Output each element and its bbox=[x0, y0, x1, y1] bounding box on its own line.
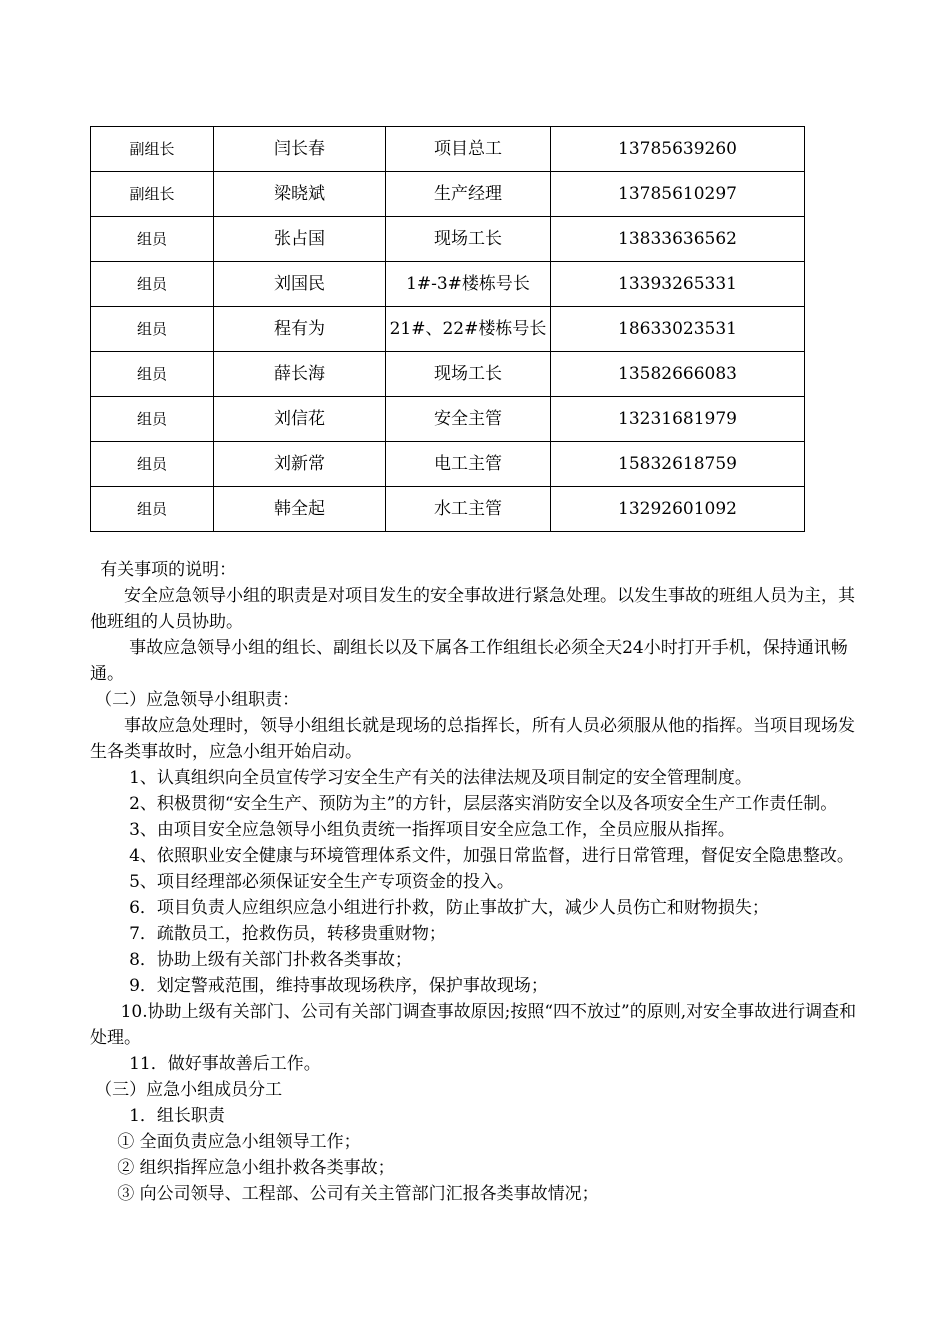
list-item: 3、由项目安全应急领导小组负责统一指挥项目安全应急工作，全员应服从指挥。 bbox=[129, 820, 735, 840]
role-cell: 组员 bbox=[91, 307, 214, 352]
position-cell: 1#-3#楼栋号长 bbox=[386, 262, 551, 307]
phone-cell: 13292601092 bbox=[551, 487, 805, 532]
phone-cell: 13393265331 bbox=[551, 262, 805, 307]
position-cell: 现场工长 bbox=[386, 217, 551, 262]
role-cell: 组员 bbox=[91, 442, 214, 487]
list-item: 2、积极贯彻“安全生产、预防为主”的方针，层层落实消防安全以及各项安全生产工作责任制。 bbox=[129, 794, 838, 814]
section-heading: （二）应急领导小组职责： bbox=[95, 690, 300, 710]
list-item: 7．疏散员工，抢救伤员，转移贵重财物； bbox=[129, 924, 446, 944]
role-cell: 副组长 bbox=[91, 127, 214, 172]
phone-cell: 15832618759 bbox=[551, 442, 805, 487]
position-cell: 电工主管 bbox=[386, 442, 551, 487]
list-item: ③ 向公司领导、工程部、公司有关主管部门汇报各类事故情况； bbox=[117, 1184, 599, 1204]
role-cell: 组员 bbox=[91, 487, 214, 532]
table-row bbox=[91, 217, 805, 262]
list-item: 11．做好事故善后工作。 bbox=[129, 1054, 321, 1074]
paragraph: 事故应急处理时，领导小组组长就是现场的总指挥长，所有人员必须服从他的指挥。当项目现场发生各类事故时，应急小组开始启动。 bbox=[90, 716, 855, 762]
position-cell: 21#、22#楼栋号长 bbox=[386, 307, 551, 352]
position-cell: 现场工长 bbox=[386, 352, 551, 397]
phone-cell: 13582666083 bbox=[551, 352, 805, 397]
list-item: 4、依照职业安全健康与环境管理体系文件，加强日常监督，进行日常管理，督促安全隐患整改。 bbox=[129, 846, 854, 866]
paragraph: 安全应急领导小组的职责是对项目发生的安全事故进行紧急处理。以发生事故的班组人员为主，其他班组的人员协助。 bbox=[90, 586, 855, 632]
list-item: 10.协助上级有关部门、公司有关部门调查事故原因;按照“四不放过”的原则,对安全事故进行调查和处理。 bbox=[90, 1002, 857, 1048]
role-cell: 组员 bbox=[91, 352, 214, 397]
role-cell: 副组长 bbox=[91, 172, 214, 217]
table-row bbox=[91, 262, 805, 307]
name-cell: 刘国民 bbox=[214, 262, 386, 307]
phone-cell: 18633023531 bbox=[551, 307, 805, 352]
position-cell: 生产经理 bbox=[386, 172, 551, 217]
name-cell: 闫长春 bbox=[214, 127, 386, 172]
notes-heading: 有关事项的说明： bbox=[100, 560, 237, 580]
name-cell: 刘信花 bbox=[214, 397, 386, 442]
section-heading: （三）应急小组成员分工 bbox=[95, 1080, 283, 1100]
list-item: 8．协助上级有关部门扑救各类事故； bbox=[129, 950, 412, 970]
table-row bbox=[91, 352, 805, 397]
role-cell: 组员 bbox=[91, 262, 214, 307]
table-row bbox=[91, 172, 805, 217]
paragraph: 事故应急领导小组的组长、副组长以及下属各工作组组长必须全天24小时打开手机，保持通讯畅通。 bbox=[90, 638, 848, 684]
table-row bbox=[91, 307, 805, 352]
position-cell: 水工主管 bbox=[386, 487, 551, 532]
list-item: 6．项目负责人应组织应急小组进行扑救，防止事故扩大，减少人员伤亡和财物损失； bbox=[129, 898, 769, 918]
list-item: ① 全面负责应急小组领导工作； bbox=[117, 1132, 361, 1152]
name-cell: 韩全起 bbox=[214, 487, 386, 532]
name-cell: 梁晓斌 bbox=[214, 172, 386, 217]
phone-cell: 13231681979 bbox=[551, 397, 805, 442]
list-item: ② 组织指挥应急小组扑救各类事故； bbox=[117, 1158, 395, 1178]
name-cell: 程有为 bbox=[214, 307, 386, 352]
list-item: 9．划定警戒范围，维持事故现场秩序，保护事故现场； bbox=[129, 976, 548, 996]
phone-cell: 13833636562 bbox=[551, 217, 805, 262]
table-row bbox=[91, 397, 805, 442]
emergency-team-table bbox=[90, 126, 805, 532]
phone-cell: 13785610297 bbox=[551, 172, 805, 217]
name-cell: 刘新常 bbox=[214, 442, 386, 487]
name-cell: 薛长海 bbox=[214, 352, 386, 397]
table-row bbox=[91, 487, 805, 532]
position-cell: 项目总工 bbox=[386, 127, 551, 172]
role-cell: 组员 bbox=[91, 217, 214, 262]
list-item: 1、认真组织向全员宣传学习安全生产有关的法律法规及项目制定的安全管理制度。 bbox=[129, 768, 752, 788]
phone-cell: 13785639260 bbox=[551, 127, 805, 172]
position-cell: 安全主管 bbox=[386, 397, 551, 442]
role-cell: 组员 bbox=[91, 397, 214, 442]
name-cell: 张占国 bbox=[214, 217, 386, 262]
body-text bbox=[90, 557, 862, 1207]
list-item: 5、项目经理部必须保证安全生产专项资金的投入。 bbox=[129, 872, 514, 892]
table-row bbox=[91, 127, 805, 172]
table-row bbox=[91, 442, 805, 487]
subsection-heading: 1．组长职责 bbox=[129, 1106, 225, 1126]
